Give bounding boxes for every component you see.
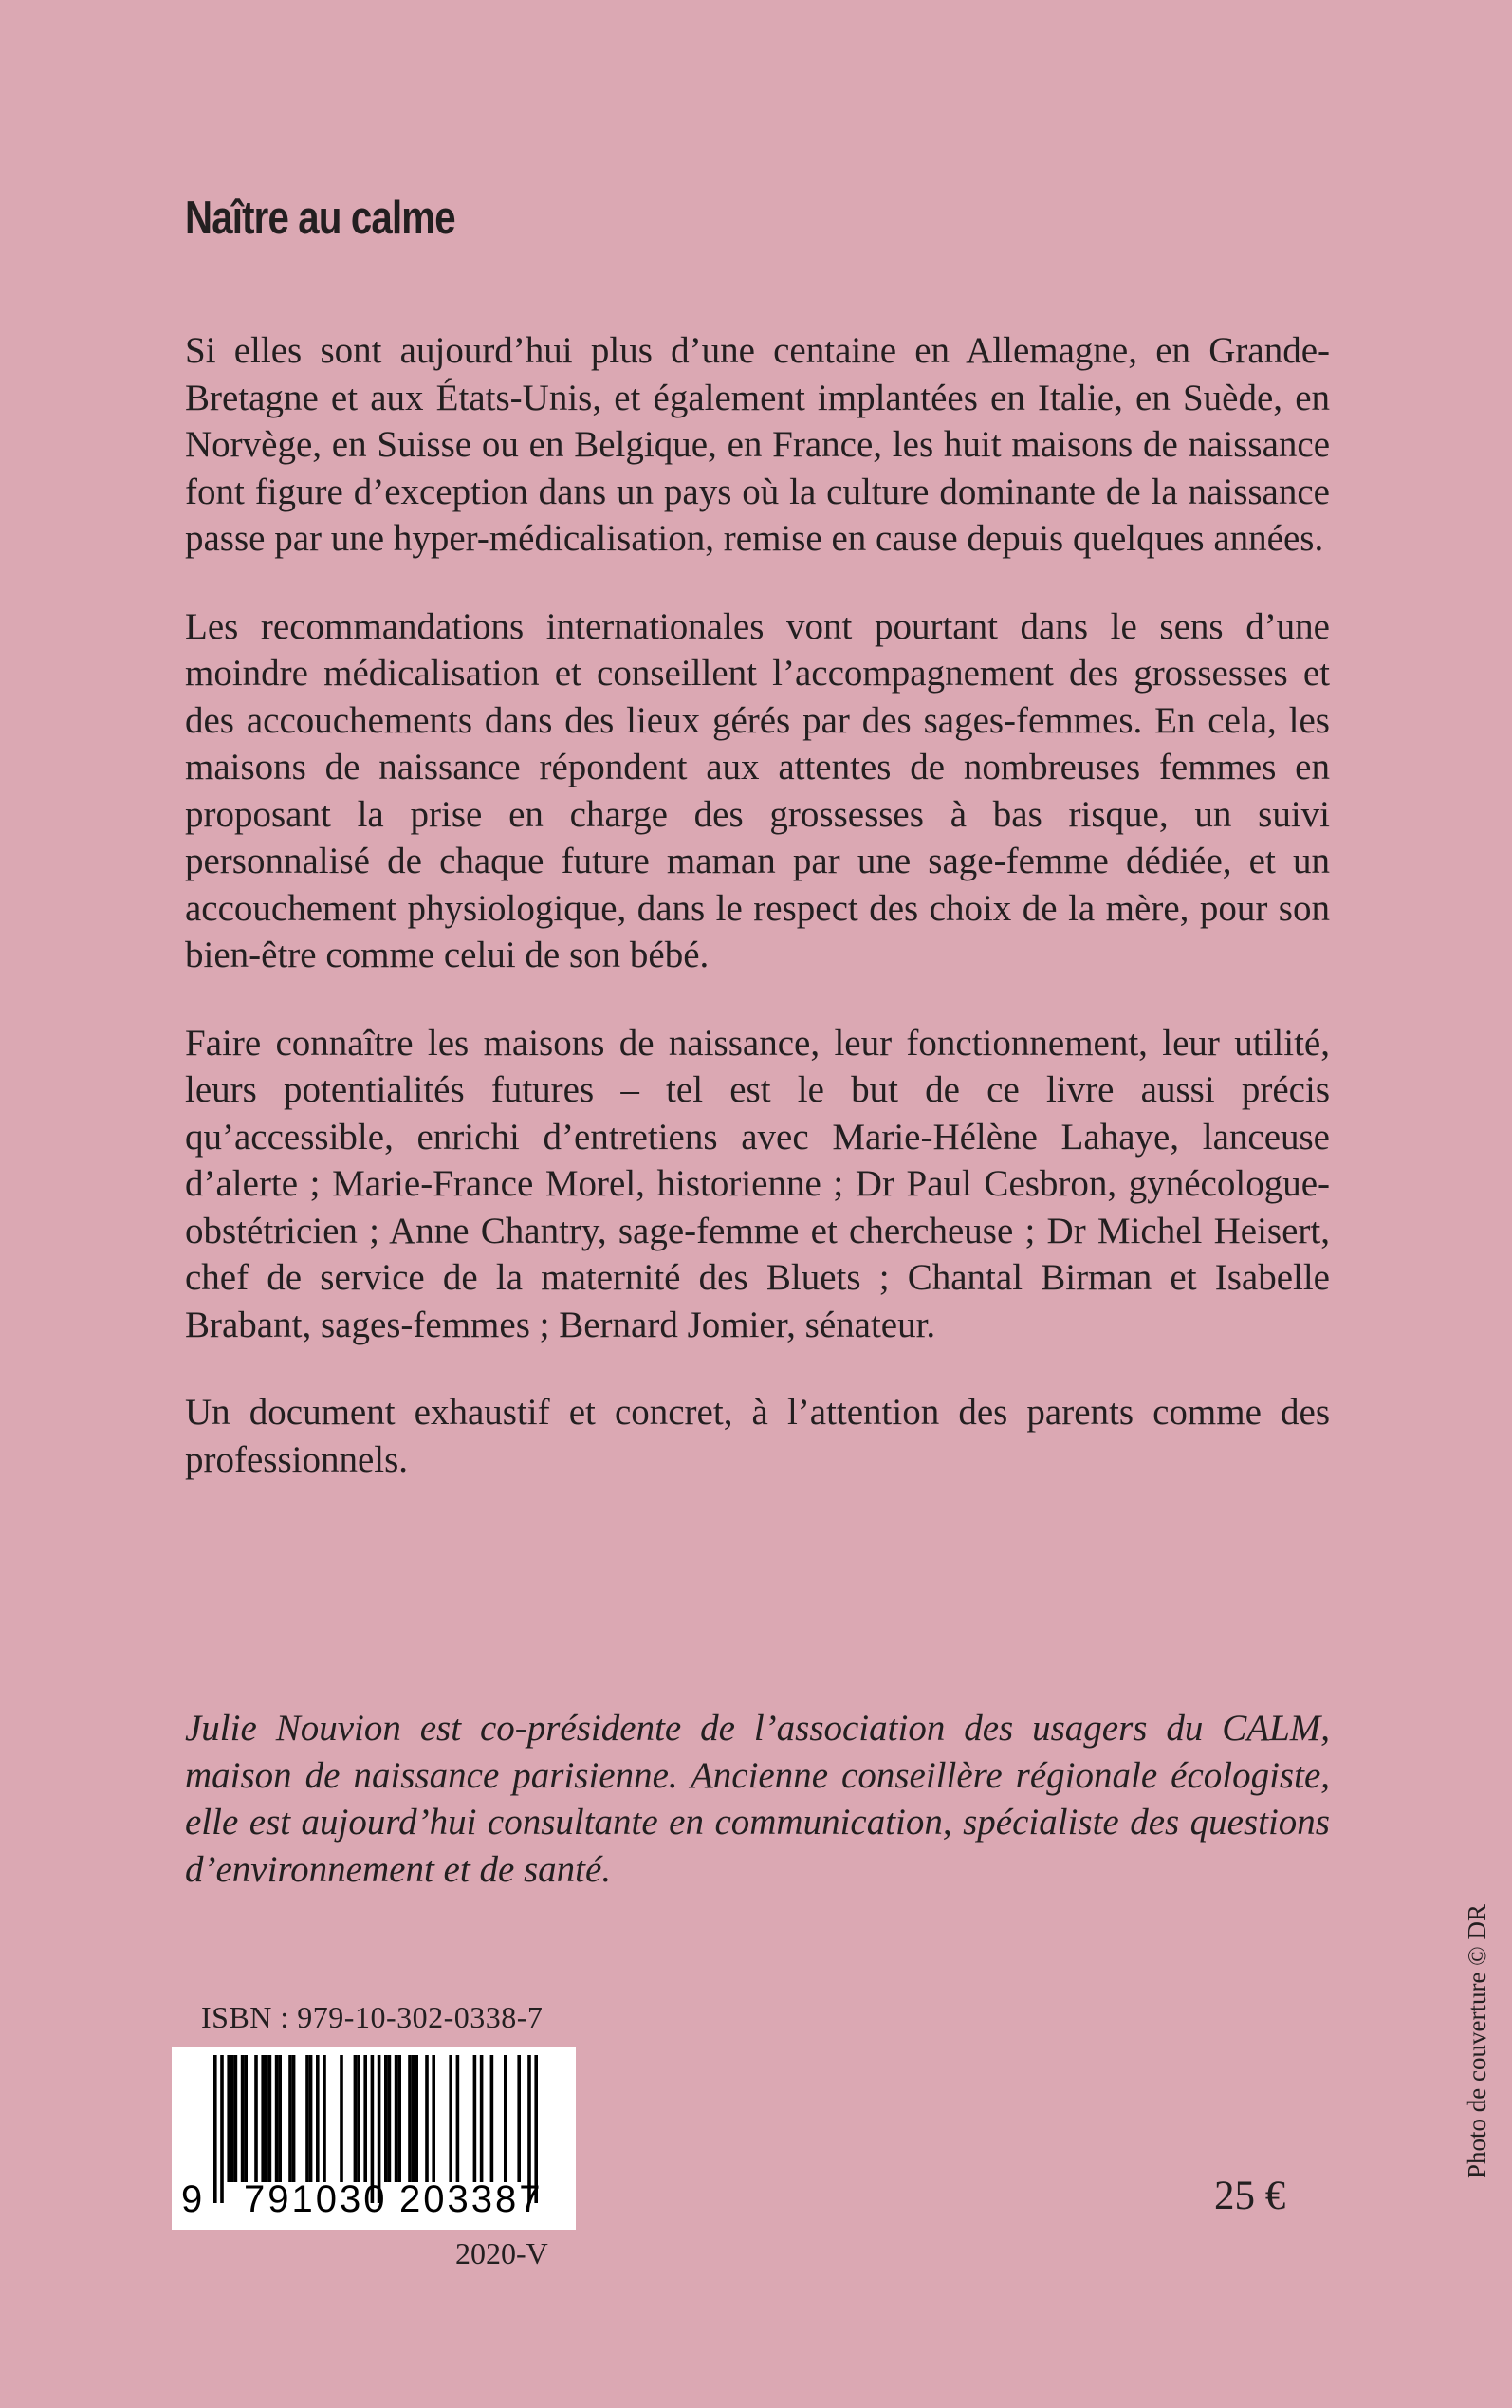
barcode-bar xyxy=(323,2055,326,2182)
barcode-bar xyxy=(241,2055,245,2182)
isbn-label: ISBN : 979-10-302-0338-7 xyxy=(201,2000,544,2034)
barcode-bar xyxy=(415,2055,418,2182)
barcode-bar xyxy=(292,2055,296,2182)
barcode-bar xyxy=(244,2055,248,2182)
back-cover-blurb xyxy=(185,327,1330,1524)
barcode-bar xyxy=(397,2055,401,2182)
barcode-bar xyxy=(473,2055,477,2182)
barcode-bar xyxy=(425,2055,429,2182)
barcode-bar xyxy=(395,2055,398,2182)
barcode-bar xyxy=(480,2055,484,2182)
barcode-bar xyxy=(504,2055,507,2182)
barcode-bar xyxy=(275,2055,279,2182)
barcode-bar xyxy=(490,2055,494,2182)
barcode-bar xyxy=(388,2055,392,2182)
barcode-bar xyxy=(412,2055,415,2182)
barcode-bar xyxy=(354,2055,358,2182)
barcode-bar xyxy=(340,2055,343,2182)
barcode-bar xyxy=(230,2055,234,2182)
barcode-bar xyxy=(305,2055,309,2182)
barcode-bar xyxy=(254,2055,258,2182)
barcode-bar xyxy=(456,2055,460,2182)
blurb-paragraph-4: Un document exhaustif et concret, à l’attention des parents comme des professionnels. xyxy=(185,1392,1330,1480)
barcode-bar xyxy=(316,2055,320,2182)
barcode-bar xyxy=(265,2055,268,2182)
book-title: Naître au calme xyxy=(185,193,455,244)
barcode-bar xyxy=(309,2055,313,2182)
barcode-bar xyxy=(357,2055,360,2182)
barcode-bar xyxy=(278,2055,282,2182)
blurb-paragraph-2: Les recommandations internationales vont pourtant dans le sens d’une moindre médicalisation et conseillent l’accompagnement des grossesses et des accouchements dans des lieux gérés par des sages-femmes. En cela, les maisons de naissance répondent aux attentes de nombreuses femmes en proposant la prise en charge des grossesses à bas risque, un suivi personnalisé de chaque future maman par une sage-femme dédiée, et un accouchement physiologique, dans le respect des choix de la mère, pour son bien-être comme celui de son bébé. xyxy=(185,605,1330,975)
barcode-right-digits: 203387 xyxy=(399,2178,544,2220)
barcode-bar xyxy=(268,2055,272,2182)
barcode-bar xyxy=(432,2055,435,2182)
barcode-bar xyxy=(449,2055,452,2182)
barcode-bar xyxy=(234,2055,238,2182)
barcode-bar xyxy=(288,2055,292,2182)
barcode-bar xyxy=(227,2055,230,2182)
barcode-bar xyxy=(517,2055,521,2182)
isbn-barcode xyxy=(172,2047,576,2230)
barcode-bar xyxy=(408,2055,412,2182)
barcode-bar xyxy=(363,2055,367,2182)
blurb-paragraph-3: Faire connaître les maisons de naissance, leur fonctionnement, leur utilité, leurs potentialités futures – tel est le but de ce livre aussi précis qu’accessible, enrichi d’entretiens avec Marie-Hélène Lahaye, lanceuse d’alerte ; Marie-France Morel, historienne ; Dr Paul Cesbron, gynécologue-obstétricien ; Anne Chantry, sage-femme et chercheuse ; Dr Michel Heisert, chef de service de la maternité des Bluets ; Chantal Birman et Isabelle Brabant, sages-femmes ; Bernard Jomier, sénateur. xyxy=(185,1022,1330,1345)
blurb-paragraph-1: Si elles sont aujourd’hui plus d’une centaine en Allemagne, en Grande-Bretagne et aux États-Unis, et également implantées en Italie, en Suède, en Norvège, en Suisse ou en Belgique, en France, les huit maisons de naissance font figure d’exception dans un pays où la culture dominante de la naissance passe par une hyper-médicalisation, remise en cause depuis quelques années. xyxy=(185,330,1330,559)
price-label: 25 € xyxy=(1214,2174,1286,2218)
author-bio: Julie Nouvion est co-présidente de l’association des usagers du CALM, maison de naissance parisienne. Ancienne conseillère régionale écologiste, elle est aujourd’hui consultante en communication, spécialiste des questions d’environnement et de santé. xyxy=(185,1708,1330,1890)
barcode-first-digit: 9 xyxy=(181,2178,203,2220)
edition-code: 2020-V xyxy=(455,2236,548,2270)
barcode-bar xyxy=(384,2055,388,2182)
barcode-bar xyxy=(261,2055,265,2182)
barcode-digits xyxy=(172,2178,576,2228)
barcode-left-digits: 791030 xyxy=(244,2178,388,2220)
photo-credit: Photo de couverture © DR xyxy=(1463,1904,1491,2178)
